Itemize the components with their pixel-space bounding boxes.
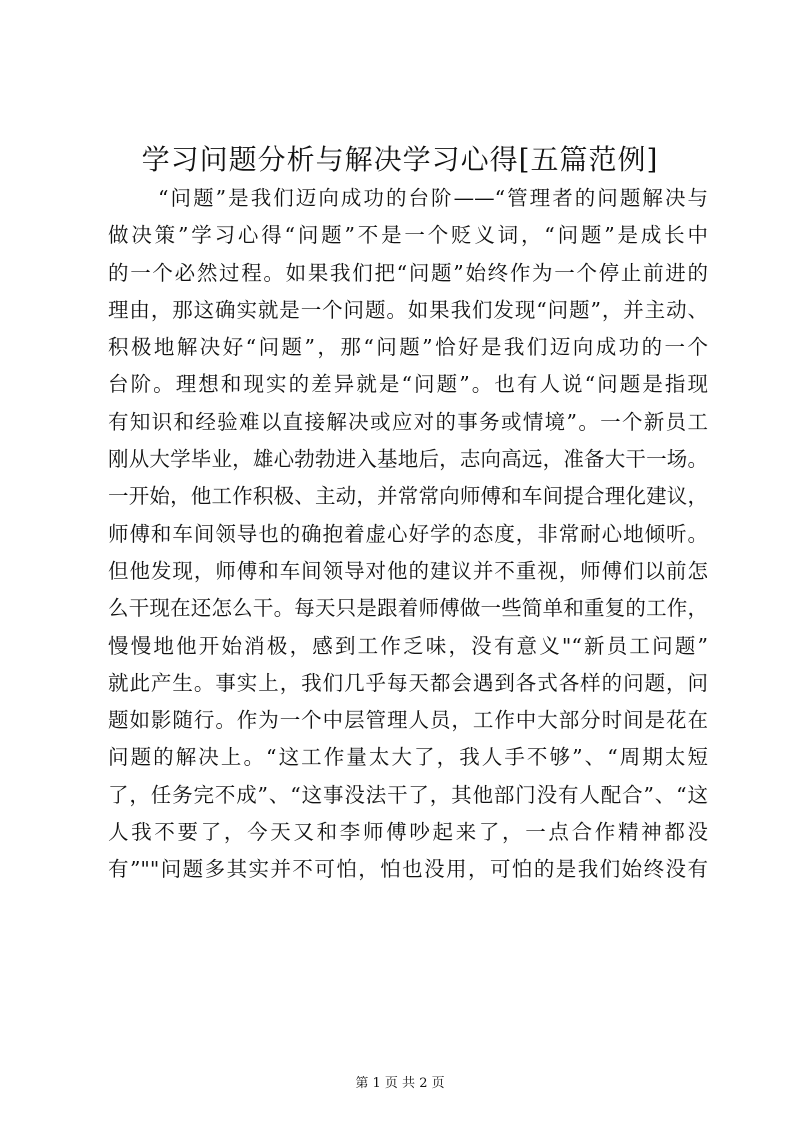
body-line: 有”""问题多其实并不可怕，怕也没用，可怕的是我们始终没有: [108, 857, 708, 882]
body-line: 了，任务完不成”、“这事没法干了，其他部门没有人配合”、“这: [108, 782, 708, 807]
page-number-footer: 第 1 页 共 2 页: [355, 1076, 445, 1091]
body-line: 积极地解决好“问题”，那“问题”恰好是我们迈向成功的一个: [108, 335, 708, 360]
body-line: 就此产生。事实上，我们几乎每天都会遇到各式各样的问题，问: [108, 670, 708, 695]
body-line: 师傅和车间领导也的确抱着虚心好学的态度，非常耐心地倾听。: [108, 521, 708, 546]
body-line: 问题的解决上。“这工作量太大了，我人手不够”、“周期太短: [108, 745, 708, 770]
body-line: 人我不要了，今天又和李师傅吵起来了，一点合作精神都没: [108, 820, 708, 845]
body-line: 么干现在还怎么干。每天只是跟着师傅做一些简单和重复的工作，: [108, 596, 708, 621]
body-line: 但他发现，师傅和车间领导对他的建议并不重视，师傅们以前怎: [108, 558, 708, 583]
body-line: 台阶。理想和现实的差异就是“问题”。也有人说“问题是指现: [108, 372, 708, 397]
body-line: 刚从大学毕业，雄心勃勃进入基地后，志向高远，准备大干一场。: [108, 447, 708, 472]
body-line: 的一个必然过程。如果我们把“问题”始终作为一个停止前进的: [108, 260, 708, 285]
body-line: 理由，那这确实就是一个问题。如果我们发现“问题”，并主动、: [108, 297, 708, 322]
body-line: 做决策”学习心得“问题”不是一个贬义词，“问题”是成长中: [108, 223, 708, 248]
body-line: 有知识和经验难以直接解决或应对的事务或情境”。一个新员工: [108, 409, 708, 434]
document-body: [108, 180, 708, 889]
body-line: 慢慢地他开始消极，感到工作乏味，没有意义"“新员工问题”: [108, 633, 708, 658]
body-line: 一开始，他工作积极、主动，并常常向师傅和车间提合理化建议，: [108, 484, 708, 509]
document-title: 学习问题分析与解决学习心得[五篇范例]: [141, 143, 659, 176]
body-line: “问题”是我们迈向成功的台阶——“管理者的问题解决与: [158, 186, 708, 210]
body-line: 题如影随行。作为一个中层管理人员，工作中大部分时间是花在: [108, 708, 708, 733]
